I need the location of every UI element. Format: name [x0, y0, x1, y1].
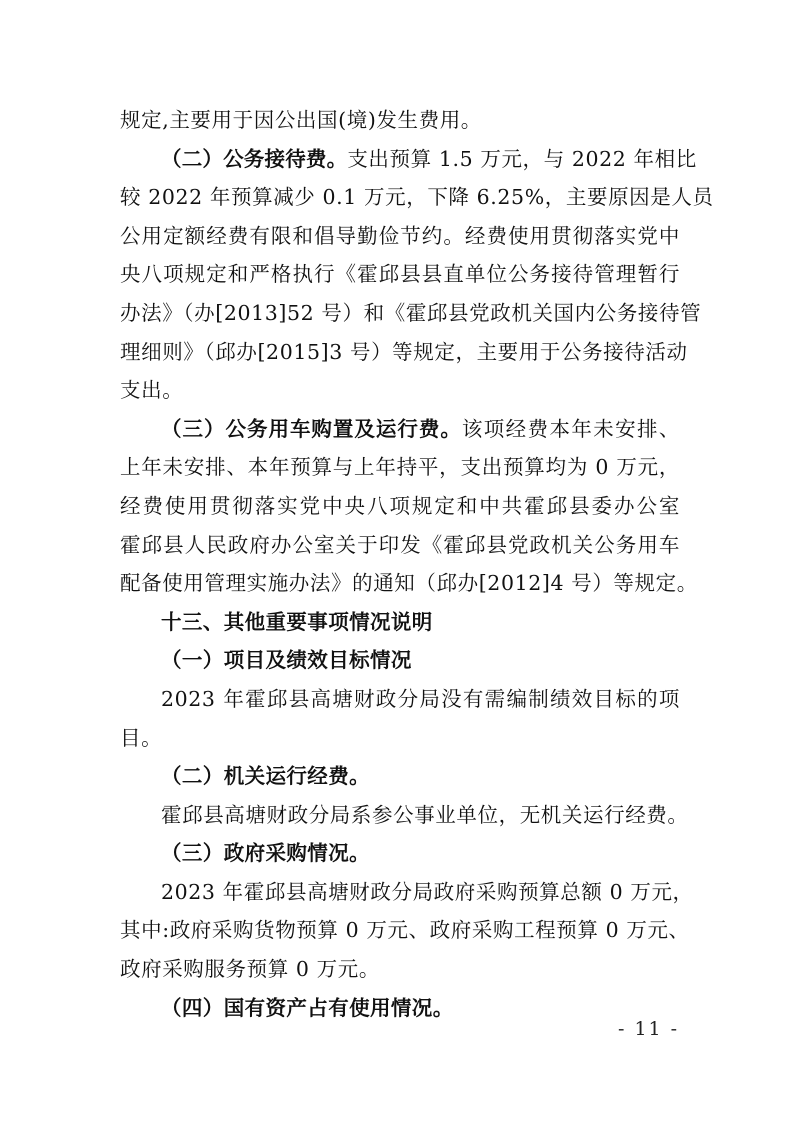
subsection-heading: （三）政府采购情况。 [161, 841, 370, 866]
paragraph-reception-expenses [120, 140, 714, 410]
text-line: 2023 年霍邱县高塘财政分局政府采购预算总额 0 万元， [161, 879, 694, 904]
text-line [120, 140, 697, 179]
text-line: 目。 [120, 725, 163, 750]
text-line: 其中:政府采购货物预算 0 万元、政府采购工程预算 0 万元、 [120, 918, 690, 943]
text-line [120, 410, 680, 449]
text-line: 政府采购服务预算 0 万元。 [120, 957, 380, 982]
paragraph-procurement [120, 873, 694, 989]
text-line: 央八项规定和严格执行《霍邱县县直单位公务接待管理暂行 [120, 262, 680, 287]
subsection-heading: （一）项目及绩效目标情况 [161, 648, 412, 673]
document-body [120, 101, 714, 1027]
text-line: 霍邱县高塘财政分局系参公事业单位，无机关运行经费。 [161, 802, 689, 827]
paragraph-overseas-travel [120, 101, 680, 140]
text-line: 经费使用贯彻落实党中央八项规定和中共霍邱县委办公室 [120, 493, 680, 518]
text-span: 支出预算 1.5 万元，与 2022 年相比 [347, 146, 697, 171]
paragraph-vehicle-expenses [120, 410, 698, 603]
text-line: 理细则》（邱办[2015]3 号）等规定，主要用于公务接待活动 [120, 339, 688, 364]
text-line: 霍邱县人民政府办公室关于印发《霍邱县党政机关公务用车 [120, 532, 680, 557]
text-span: 该项经费本年未安排、 [461, 416, 680, 441]
heading-13-1 [120, 641, 680, 680]
text-line: 办法》（办[2013]52 号）和《霍邱县党政机关国内公务接待管 [120, 300, 702, 325]
subsection-heading: （二）机关运行经费。 [161, 764, 370, 789]
text-line: 配备使用管理实施办法》的通知（邱办[2012]4 号）等规定。 [120, 571, 698, 596]
subsection-heading: （四）国有资产占有使用情况。 [161, 995, 454, 1020]
text-line: 较 2022 年预算减少 0.1 万元，下降 6.25%，主要原因是人员 [120, 185, 714, 210]
text-line: 规定,主要用于因公出国(境)发生费用。 [120, 108, 482, 132]
paragraph-performance-goals [120, 680, 680, 757]
text-line: 2023 年霍邱县高塘财政分局没有需编制绩效目标的项 [161, 686, 680, 711]
section-lead-vehicle: （三）公务用车购置及运行费。 [161, 416, 462, 441]
text-line: 公用定额经费有限和倡导勤俭节约。经费使用贯彻落实党中 [120, 223, 680, 248]
page-number: - 11 - [618, 1018, 680, 1040]
section-heading: 十三、其他重要事项情况说明 [161, 609, 433, 634]
section-lead-reception: （二）公务接待费。 [161, 146, 348, 171]
text-line: 支出。 [120, 378, 184, 403]
heading-section-13 [120, 603, 680, 642]
text-line: 上年未安排、本年预算与上年持平，支出预算均为 0 万元， [120, 455, 680, 480]
heading-13-4 [120, 989, 680, 1028]
heading-13-3 [120, 834, 680, 873]
paragraph-operating-expenses [120, 796, 689, 835]
heading-13-2 [120, 757, 680, 796]
